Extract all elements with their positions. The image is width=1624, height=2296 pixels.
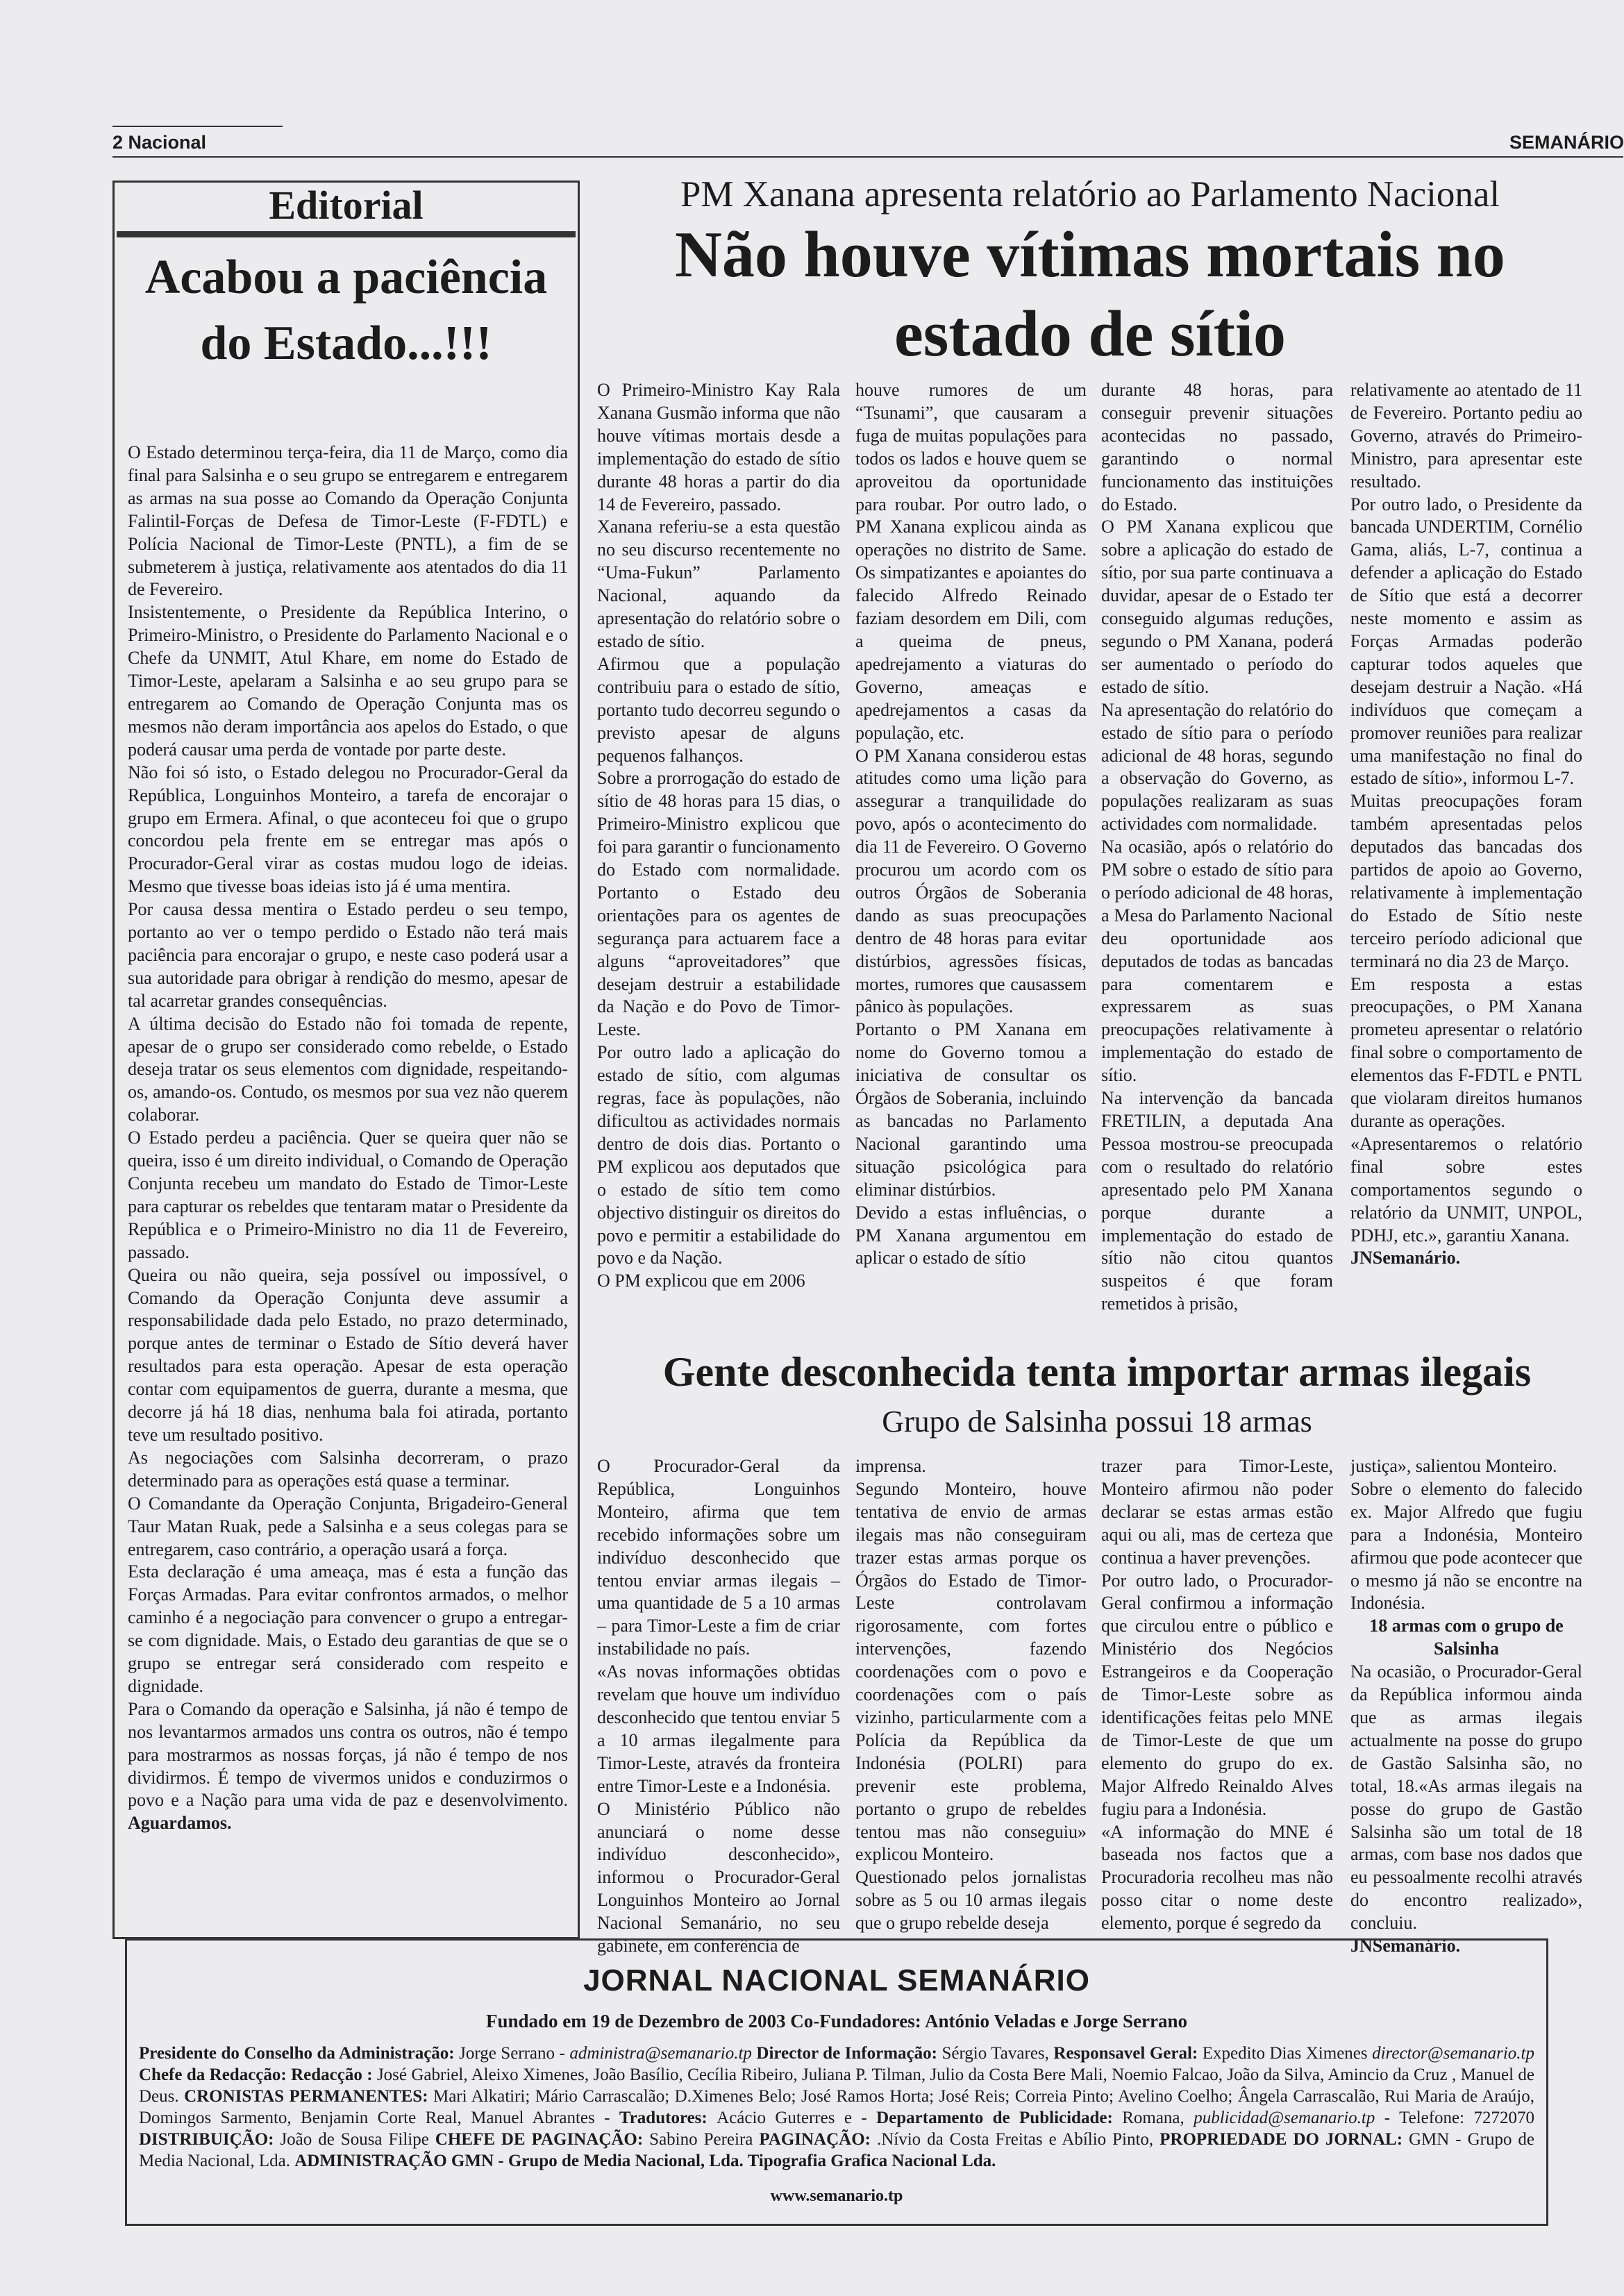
- article2-column-4: [1350, 1455, 1582, 1958]
- article1-paragraph: houve rumores de um “Tsunami”, que causaram a fuga de muitas populações para todos os lados e houve quem se aproveitou da oportunidade para roubar. Por outro lado, o PM Xanana explicou ainda as operações no distrito de Same. Os simpatizantes e apoiantes do falecido Alfredo Reinado faziam desordem em Dili, com a queima de pneus, apedrejamento a viaturas do Governo, ameaças e apedrejamentos a casas da população, etc.: [855, 380, 1087, 743]
- section-label: 2 Nacional: [112, 132, 207, 153]
- article1-paragraph: «Apresentaremos o relatório final sobre estes comportamentos segundo o relatório da UNMIT, UNPOL, PDHJ, etc.», garantiu Xanana.: [1350, 1133, 1582, 1246]
- article2-paragraph: Questionado pelos jornalistas sobre as 5 ou 10 armas ilegais que o grupo rebelde deseja: [855, 1867, 1087, 1934]
- editorial-body: [128, 442, 568, 1835]
- article2-paragraph: imprensa.: [855, 1456, 926, 1476]
- article2-paragraph: Sobre o elemento do falecido ex. Major Alfredo que fugiu para a Indonésia, Monteiro afirmou que pode acontecer que o mesmo já não se encontre na Indonésia.: [1350, 1478, 1582, 1614]
- article1-column-1: [597, 379, 840, 1293]
- article2-column-1: [597, 1455, 840, 1958]
- credit-segment: CRONISTAS PERMANENTES:: [184, 2087, 433, 2106]
- credit-email: publicidad@semanario.tp: [1194, 2109, 1375, 2127]
- editorial-paragraph: [128, 1698, 568, 1835]
- article1-paragraph: Afirmou que a população contribuiu para o estado de sítio, portanto tudo decorreu segundo o previsto apesar de alguns pequenos falhanços.: [597, 653, 840, 766]
- article1-paragraph: O PM Xanana considerou estas atitudes como uma lição para assegurar a tranquilidade do povo, após o acontecimento do dia 11 de Fevereiro. O Governo procurou um acordo com os outros Órgãos de Soberania dando as suas preocupações dentro de 48 horas para evitar distúrbios, agressões físicas, mortes, rumores que causassem pânico às populações.: [855, 745, 1087, 1017]
- credit-segment: João de Sousa Filipe: [280, 2130, 435, 2149]
- article2-paragraph: trazer para Timor-Leste, Monteiro afirmou não poder declarar se estas armas estão aqui ou ali, mas de certeza que continua a haver prevenções.: [1101, 1456, 1333, 1568]
- credit-segment: Mari Alkatiri; Mário Carrascalão; D.Ximenes Belo; José Ramos Horta; José Reis; Correia Pinto; Avelino Coelho; Ângela Carrascalão, Rui Maria de Araújo, Domingos Sarmento, Benjamin Corte Real, Manuel Abrantes -: [139, 2087, 1535, 2127]
- article2-paragraph: «As novas informações obtidas revelam que houve um indivíduo desconhecido que tentou enviar 5 a 10 armas ilegalmente para Timor-Leste, através da fronteira entre Timor-Leste e a Indonésia.: [597, 1661, 840, 1796]
- article2-column-2: [855, 1455, 1087, 1935]
- editorial-last-text: Para o Comando da operação e Salsinha, já não é tempo de nos levantarmos armados uns contra os outros, não é tempo para mostrarmos as nossas forças, já não é tempo de nos dividirmos. É tempo de vivermos unidos e conduzirmos o povo e a Nação para uma vida de paz e desenvolvimento.: [128, 1698, 568, 1811]
- credit-segment: Director de Informação:: [751, 2044, 942, 2063]
- credit-segment: Expedito Dias Ximenes: [1202, 2044, 1373, 2063]
- credit-segment: .Nívio da Costa Freitas e Abílio Pinto,: [876, 2130, 1160, 2149]
- credit-segment: Acácio Guterres e -: [717, 2109, 877, 2127]
- credit-segment: ADMINISTRAÇÃO GMN - Grupo de Media Nacional, Lda. Tipografia Grafica Nacional Lda.: [294, 2152, 996, 2170]
- credit-segment: CHEFE DE PAGINAÇÃO:: [435, 2130, 650, 2149]
- article1-paragraph: Xanana referiu-se a esta questão no seu discurso recentemente no “Uma-Fukun” Parlamento Nacional, aquando da apresentação do relatório sobre o estado de sítio.: [597, 517, 840, 651]
- editorial-signature: Aguardamos.: [128, 1813, 232, 1834]
- editorial-paragraph: O Estado perdeu a paciência. Quer se queira quer não se queira, isso é um direito individual, o Comando de Operação Conjunta recebeu um mandato do Estado de Timor-Leste para capturar os rebeldes que tentaram matar o Presidente da República e o Primeiro-Ministro no dia 11 de Fevereiro, passado.: [128, 1128, 568, 1262]
- masthead-title: JORNAL NACIONAL SEMANÁRIO: [583, 1963, 1090, 1997]
- article1-paragraph: Devido a estas influências, o PM Xanana argumentou em aplicar o estado de sítio: [855, 1202, 1087, 1268]
- credit-segment: PROPRIEDADE DO JORNAL:: [1160, 2130, 1409, 2149]
- article2-paragraph: Por outro lado, o Procurador-Geral confirmou a informação que circulou entre o público e Ministério dos Negócios Estrangeiros e da Cooperação de Timor-Leste sobre as identificações feitas pelo MNE de Timor-Leste de que um elemento do grupo do ex. Major Alfredo Reinaldo Alves fugiu para a Indonésia.: [1101, 1570, 1333, 1819]
- masthead-credits: [139, 2043, 1534, 2172]
- article1-paragraph: Na intervenção da bancada FRETILIN, a deputada Ana Pessoa mostrou-se preocupada com o resultado do relatório apresentado pelo PM Xanana porque durante a implementação do estado de sítio não citou quantos suspeitos é que foram remetidos à prisão,: [1101, 1088, 1333, 1314]
- article2-column-3: [1101, 1455, 1333, 1935]
- credit-segment: Sérgio Tavares,: [941, 2044, 1054, 2063]
- article2-paragraph: justiça», salientou Monteiro.: [1350, 1456, 1557, 1476]
- credit-segment: Tradutores:: [619, 2109, 717, 2127]
- paper-name: SEMANÁRIO: [1509, 132, 1624, 153]
- masthead-url[interactable]: www.semanario.tp: [770, 2187, 903, 2205]
- article2-paragraph: Segundo Monteiro, houve tentativa de envio de armas ilegais mas não conseguiram trazer estas armas porque os Órgãos do Estado de Timor-Leste controlavam rigorosamente, com fortes intervenções, fazendo coordenações com o povo e coordenações com o país vizinho, particularmente com a Polícia da República da Indonésia (POLRI) para prevenir este problema, portanto o grupo de rebeldes tentou mas não conseguiu» explicou Monteiro.: [855, 1478, 1087, 1865]
- credit-segment: DISTRIBUIÇÃO:: [139, 2130, 281, 2149]
- header-rule: [112, 156, 1623, 158]
- article2-paragraph: O Procurador-Geral da República, Longuinhos Monteiro, afirma que tem recebido informações sobre um indivíduo desconhecido que tentou enviar armas ilegais – uma quantidade de 5 a 10 armas – para Timor-Leste a fim de criar instabilidade no país.: [597, 1456, 840, 1659]
- credit-segment: Responsavel Geral:: [1053, 2044, 1203, 2063]
- article1-paragraph: Sobre a prorrogação do estado de sítio de 48 horas para 15 dias, o Primeiro-Ministro explicou que foi para garantir o funcionamento do Estado com normalidade. Portanto o Estado deu orientações para os agentes de segurança para actuarem face a alguns “aproveitadores” que desejam destruir a estabilidade da Nação e do Povo de Timor-Leste.: [597, 768, 840, 1040]
- editorial-label: Editorial: [269, 183, 424, 228]
- article2-kicker: Grupo de Salsinha possui 18 armas: [882, 1405, 1312, 1439]
- article2-paragraph: «A informação do MNE é baseada nos factos que a Procuradoria recolheu mas não posso citar o nome deste elemento, porque é segredo da: [1101, 1821, 1333, 1934]
- masthead-founded: Fundado em 19 de Dezembro de 2003 Co-Fundadores: António Veladas e Jorge Serrano: [485, 2011, 1188, 2031]
- credit-segment: - Telefone: 7272070: [1375, 2109, 1535, 2127]
- credit-segment: Presidente do Conselho da Administração:: [139, 2044, 460, 2063]
- article1-paragraph: Muitas preocupações foram também apresentadas pelos deputados das bancadas dos partidos de apoio ao Governo, relativamente à implementação do Estado de Sítio neste terceiro período adicional que terminará no dia 23 de Março.: [1350, 791, 1582, 971]
- article2-paragraph: Na ocasião, o Procurador-Geral da República informou ainda que as armas ilegais actualmente na posse do grupo de Gastão Salsinha são, no total, 18.«As armas ilegais na posse do grupo de Gastão Salsinha são um total de 18 armas, com base nos dados que eu pessoalmente recolhi através do encontro realizado», concluiu.: [1350, 1661, 1582, 1934]
- credit-segment: PAGINAÇÃO:: [759, 2130, 877, 2149]
- article1-paragraph: Na apresentação do relatório do estado de sítio para o período adicional de 48 horas, segundo a observação do Governo, as populações realizaram as suas actividades com normalidade.: [1101, 699, 1333, 835]
- article1-paragraph: relativamente ao atentado de 11 de Fevereiro. Portanto pediu ao Governo, através do Primeiro-Ministro, para apresentar este resultado.: [1350, 380, 1582, 492]
- article1-paragraph: O PM explicou que em 2006: [597, 1271, 805, 1291]
- article1-paragraph: Por outro lado a aplicação do estado de sítio, com algumas regras, face às populações, não dificultou as actividades normais dentro de dois dias. Portanto o PM explicou aos deputados que o estado de sítio tem como objectivo distinguir os direitos do povo e permitir a estabilidade do povo e da Nação.: [597, 1042, 840, 1268]
- credit-segment: Departamento de Publicidade:: [876, 2109, 1123, 2127]
- editorial-paragraph: Esta declaração é uma ameaça, mas é esta a função das Forças Armadas. Para evitar confrontos armados, o melhor caminho é a negociação para convencer o grupo a entregar-se com dignidade. Mais, o Estado deu garantias de que se o grupo se entregar será considerado com respeito e dignidade.: [128, 1561, 568, 1696]
- article1-paragraph: O PM Xanana explicou que sobre a aplicação do estado de sítio, por sua parte continuava a duvidar, apesar de o Estado ter conseguido algumas reduções, segundo o PM Xanana, poderá ser aumentado o período do estado de sítio.: [1101, 517, 1333, 697]
- credit-segment: Sabino Pereira: [649, 2130, 760, 2149]
- editorial-paragraph: O Estado determinou terça-feira, dia 11 de Março, como dia final para Salsinha e o seu grupo se entregarem e entregarem as armas na sua posse ao Comando da Operação Conjunta Falintil-Forças de Defesa de Timor-Leste (F-FDTL) e Polícia Nacional de Timor-Leste (PNTL), a fim de se submeterem à justiça, relativamente aos atentados do dia 11 de Fevereiro.: [128, 442, 568, 600]
- editorial-title: Acabou a paciência do Estado...!!!: [144, 251, 548, 370]
- editorial-paragraph: Queira ou não queira, seja possível ou impossível, o Comando da Operação Conjunta deve assumir a responsabilidade dada pelo Estado, no prazo determinado, porque antes de terminar o Estado de Sítio deverá haver resultados para esta operação. Apesar de esta operação contar com equipamentos de guerra, durante a mesma, que decorre já há 18 dias, nenhuma bala foi atirada, portanto teve um resultado positivo.: [128, 1264, 568, 1445]
- article2-paragraph: O Ministério Público não anunciará o nome desse indivíduo desconhecido», informou o Procurador-Geral Longuinhos Monteiro ao Jornal Nacional Semanário, no seu gabinete, em conferência de: [597, 1798, 840, 1956]
- article1-paragraph: Por outro lado, o Presidente da bancada UNDERTIM, Cornélio Gama, aliás, L-7, continua a defender a aplicação do Estado de Sítio que está a decorrer neste momento e assim as Forças Armadas poderão capturar todos aqueles que desejam destruir a Nação. «Há indivíduos que começam a promover reuniões para realizar uma manifestação no final do estado de sítio», informou L-7.: [1350, 494, 1582, 789]
- editorial-rule: [117, 231, 576, 237]
- article1-paragraph: Em resposta a estas preocupações, o PM Xanana prometeu apresentar o relatório final sobre o comportamento de elementos das F-FDTL e PNTL que violaram direitos humanos durante as operações.: [1350, 973, 1582, 1131]
- editorial-paragraph: A última decisão do Estado não foi tomada de repente, apesar de o grupo ser considerado como rebelde, o Estado deseja tratar os seus elementos com dignidade, respeitando-os, amando-os. Contudo, os mesmos por sua vez não querem colaborar.: [128, 1013, 569, 1125]
- article1-column-4: [1350, 379, 1582, 1270]
- article1-kicker: PM Xanana apresenta relatório ao Parlamento Nacional: [680, 174, 1500, 215]
- article1-signature: JNSemanário.: [1350, 1248, 1461, 1268]
- article1-paragraph: Na ocasião, após o relatório do PM sobre o estado de sítio para o período adicional de 48 horas, a Mesa do Parlamento Nacional deu oportunidade aos deputados de todas as bancadas para comentarem e expressarem as suas preocupações relativamente à implementação do estado de sítio.: [1101, 837, 1333, 1086]
- editorial-paragraph: Por causa dessa mentira o Estado perdeu o seu tempo, portanto ao ver o tempo perdido o Estado não terá mais paciência para encorajar o grupo, e neste caso poderá usar a sua autoridade para obrigar à rendição do mesmo, apesar de tal acarretar grandes consequências.: [128, 899, 568, 1011]
- credit-segment: Romana,: [1122, 2109, 1194, 2127]
- credit-segment: Chefe da Redacção: Redacção :: [139, 2065, 377, 2084]
- article1-column-3: [1101, 379, 1333, 1316]
- credit-email: administra@semanario.tp: [569, 2044, 752, 2063]
- article1-paragraph: Portanto o PM Xanana em nome do Governo tomou a iniciativa de consultar os Órgãos de Soberania, incluindo as bancadas no Parlamento Nacional garantindo uma situação psicológica para eliminar distúrbios.: [855, 1019, 1087, 1200]
- article2-headline: Gente desconhecida tenta importar armas ilegais: [662, 1349, 1532, 1395]
- editorial-paragraph: Não foi só isto, o Estado delegou no Procurador-Geral da República, Longuinhos Monteiro, a tarefa de encorajar o grupo em Ermera. Afinal, o que aconteceu foi que o grupo concordou pela frente em se entregar mas após o Procurador-Geral virar as costas mudou logo de ideias. Mesmo que tivesse boas ideias isto já é uma mentira.: [128, 762, 568, 897]
- credit-segment: Jorge Serrano -: [459, 2044, 570, 2063]
- editorial-paragraph: As negociações com Salsinha decorreram, o prazo determinado para as operações está quase a terminar.: [128, 1447, 568, 1491]
- credit-segment: GMN - Grupo de Media Nacional, Lda.: [139, 2130, 1535, 2170]
- article1-paragraph: O Primeiro-Ministro Kay Rala Xanana Gusmão informa que não houve vítimas mortais desde a implementação do estado de sítio durante 48 horas a partir do dia 14 de Fevereiro, passado.: [597, 380, 840, 514]
- editorial-paragraph: Insistentemente, o Presidente da República Interino, o Primeiro-Ministro, o Presidente do Parlamento Nacional e o Chefe da UNMIT, Atul Khare, em nome do Estado de Timor-Leste, apelaram a Salsinha e ao seu grupo para se entregarem ao Comando de Operação Conjunta mas os mesmos não deram importância aos apelos do Estado, o que poderá causar uma perda de vontade por parte deste.: [128, 602, 568, 760]
- credit-segment: José Gabriel, Aleixo Ximenes, João Basílio, Cecília Ribeiro, Juliana P. Tilman, Julio da Costa Bere Mali, Noemio Falcao, João da Silva, Amincio da Cruz , Manuel de Deus.: [139, 2065, 1534, 2106]
- editorial-paragraph: O Comandante da Operação Conjunta, Brigadeiro-General Taur Matan Ruak, pede a Salsinha e a seus colegas para se entregarem, caso contrário, a operação usará a força.: [128, 1493, 568, 1559]
- article2-signature: JNSemanário.: [1350, 1936, 1461, 1956]
- article1-column-2: [855, 379, 1087, 1270]
- article1-paragraph: durante 48 horas, para conseguir prevenir situações acontecidas no passado, garantindo o normal funcionamento das instituições do Estado.: [1101, 380, 1333, 514]
- header-top-rule: [112, 126, 283, 127]
- article2-subhead: 18 armas com o grupo de Salsinha: [1369, 1616, 1564, 1659]
- article1-headline: Não houve vítimas mortais no estado de sítio: [675, 219, 1505, 370]
- credit-email: director@semanario.tp: [1372, 2044, 1534, 2063]
